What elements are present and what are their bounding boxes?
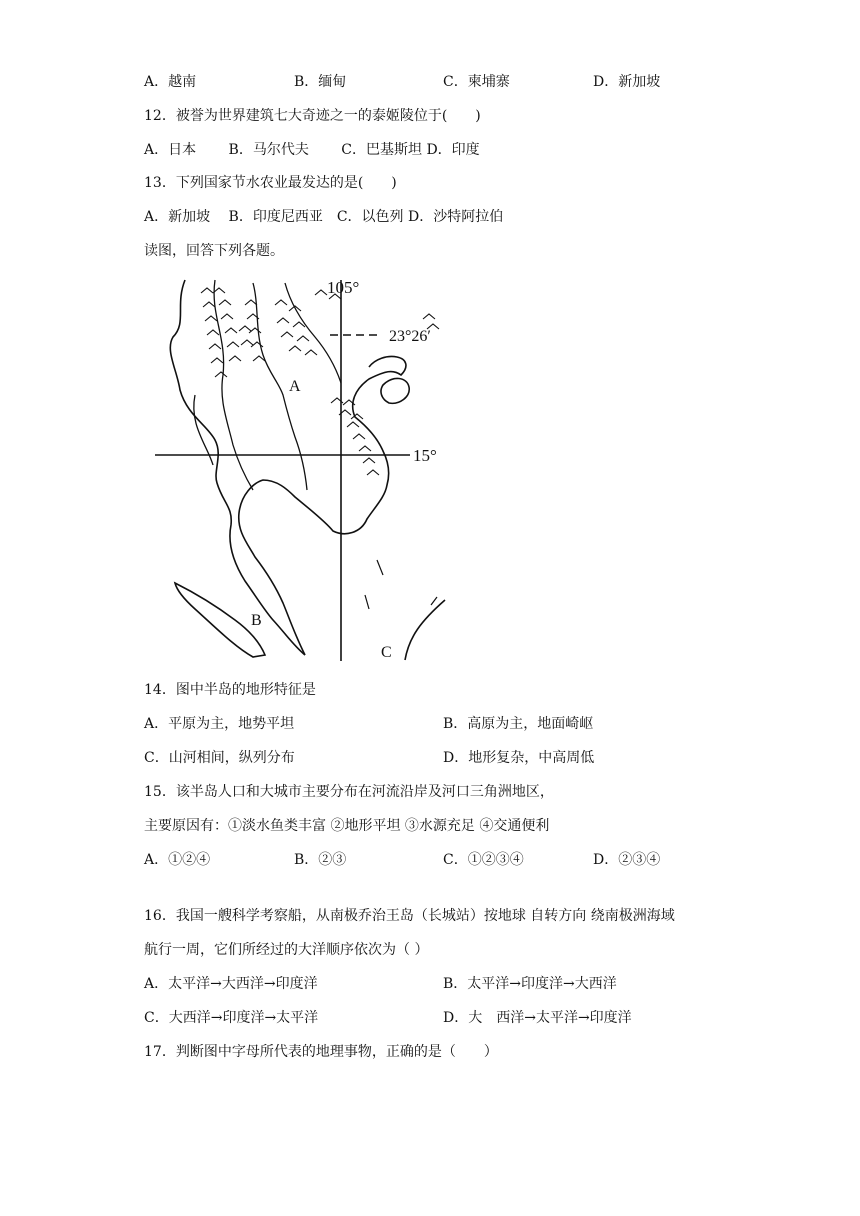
map-coast-marks [365,560,437,609]
q15-option-b: B．②③ [294,852,347,868]
q15-option-a: A．①②④ [144,852,211,868]
q15-stem-line2: 主要原因有：①淡水鱼类丰富 ②地形平坦 ③水源充足 ④交通便利 [144,818,550,834]
q13-options: A．新加坡 B．印度尼西亚 C．以色列 D．沙特阿拉伯 [144,209,504,225]
q11-option-d: D．新加坡 [593,74,661,90]
borneo-coast [405,600,445,660]
q12-stem: 12．被誉为世界建筑七大奇迹之一的泰姬陵位于( ) [144,108,481,124]
q17-stem: 17．判断图中字母所代表的地理事物，正确的是（ ） [144,1044,498,1060]
point-c-label: C [381,644,392,661]
q16-option-c: C．大西洋→印度洋→太平洋 [144,1010,319,1026]
q14-stem: 14．图中半岛的地形特征是 [144,682,316,698]
meridian-105-label: 105° [327,278,360,297]
q15-stem-line1: 15．该半岛人口和大城市主要分布在河流沿岸及河口三角洲地区， [144,784,554,800]
q14-option-c: C．山河相间，纵列分布 [144,750,295,766]
q14-option-b: B．高原为主，地面崎岖 [443,716,594,732]
q16-option-b: B．太平洋→印度洋→大西洋 [443,976,617,992]
map-intro: 读图，回答下列各题。 [144,243,284,259]
mountain-hachures [201,288,439,475]
east-coastline [239,356,406,655]
tropic-label: 23°26′ [389,328,431,345]
parallel-15-label: 15° [413,446,437,465]
q15-option-c: C．①②③④ [443,852,524,868]
q15-option-d: D．②③④ [593,852,661,868]
q11-option-b: B．缅甸 [294,74,347,90]
q14-option-a: A．平原为主，地势平坦 [144,716,295,732]
q11-option-a: A．越南 [144,74,197,90]
red-river [285,283,341,383]
hainan-island [381,378,409,403]
q16-option-d: D．大 西洋→太平洋→印度洋 [443,1010,632,1026]
q13-stem: 13．下列国家节水农业最发达的是( ) [144,175,397,191]
q14-option-d: D．地形复杂，中高周低 [443,750,595,766]
west-coastline [170,280,305,655]
indochina-map [155,275,447,661]
point-a-label: A [289,378,301,395]
q16-stem-line1: 16．我国一艘科学考察船，从南极乔治王岛（长城站）按地球 自转方向 绕南极洲海域 [144,908,675,924]
irrawaddy-river [214,280,253,490]
q16-stem-line2: 航行一周，它们所经过的大洋顺序依次为（ ） [144,942,429,958]
q12-options: A．日本 B．马尔代夫 C．巴基斯坦 D．印度 [144,142,480,158]
point-b-label: B [251,612,262,629]
q16-option-a: A．太平洋→大西洋→印度洋 [144,976,318,992]
q11-option-c: C．柬埔寨 [443,74,510,90]
